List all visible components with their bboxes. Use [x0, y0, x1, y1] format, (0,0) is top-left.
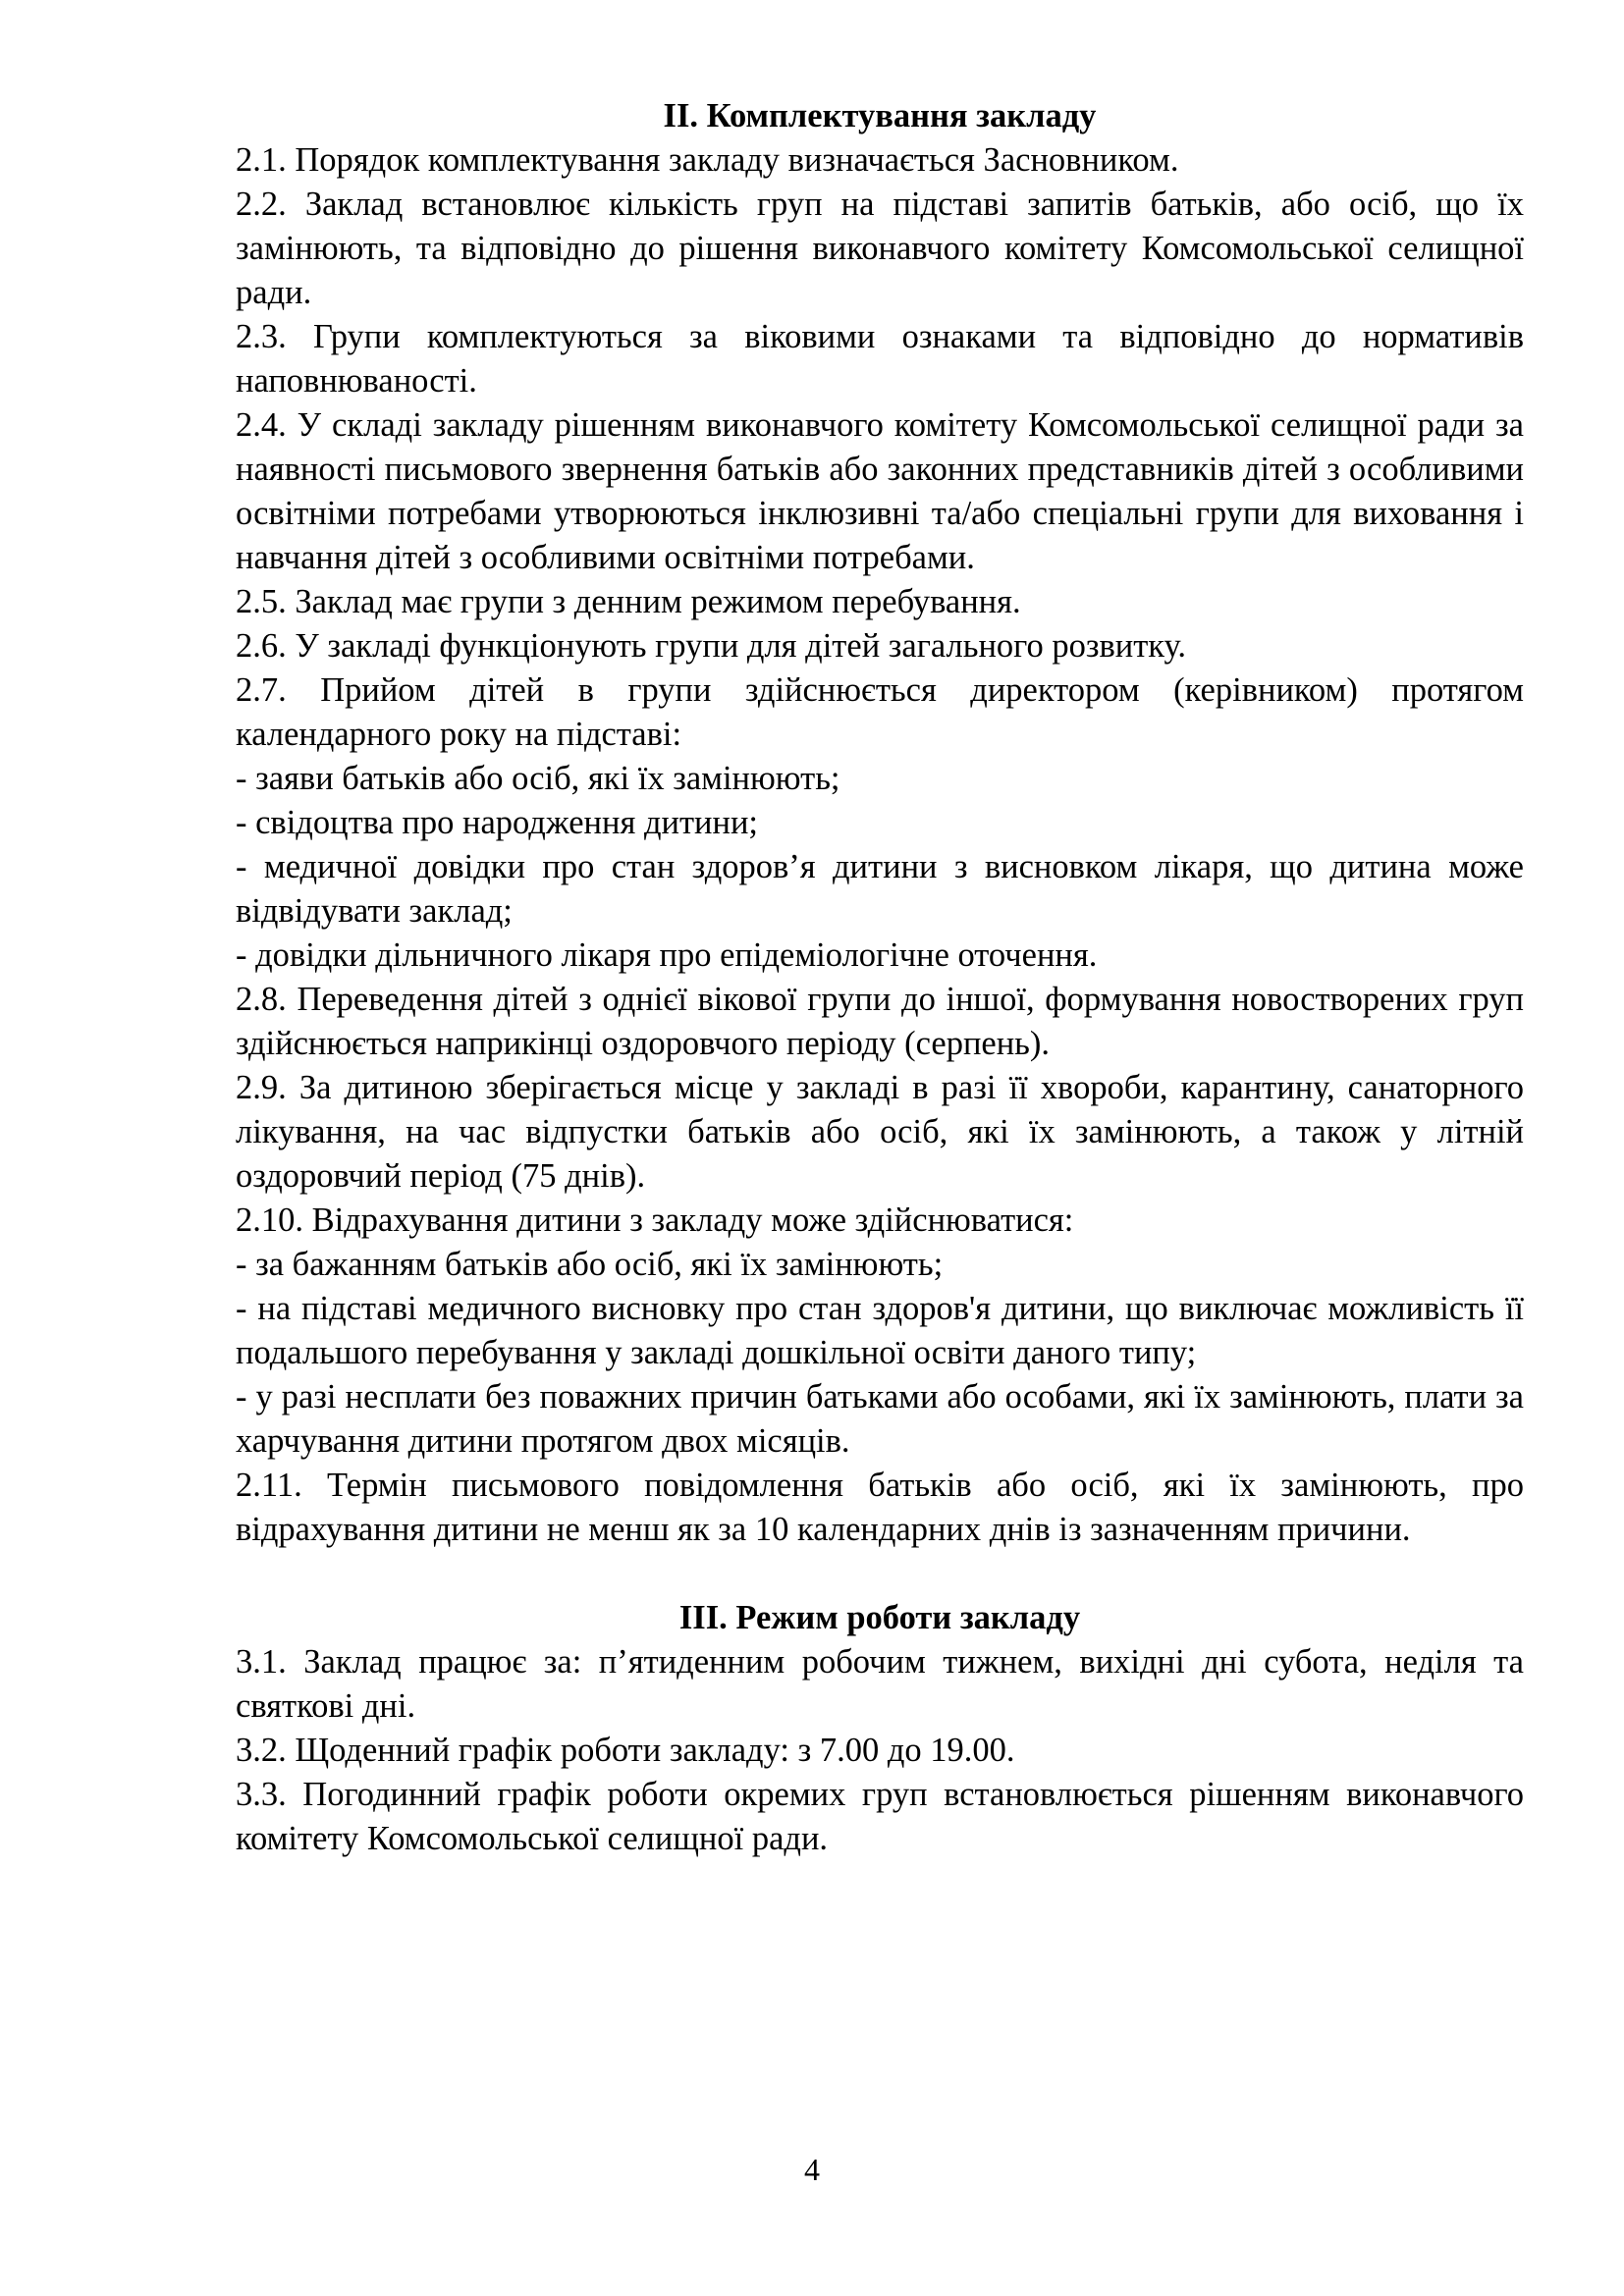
list-item-epidemiology-certificate: - довідки дільничного лікаря про епідеміологічне оточення.	[236, 936, 1098, 974]
page-content	[236, 94, 1524, 1861]
list-item-medical-conclusion: - на підставі медичного висновку про стан здоров'я дитини, що виключає можливість її подальшого перебування у закладі дошкільної освіти даного типу;	[236, 1290, 1524, 1371]
section-2	[236, 94, 1524, 1552]
paragraph-2-11: 2.11. Термін письмового повідомлення батьків або осіб, які їх замінюють, про відрахування дитини не менш як за 10 календарних днів із зазначенням причини.	[236, 1467, 1524, 1548]
page-number: 4	[804, 2152, 820, 2187]
list-item-nonpayment: - у разі несплати без поважних причин батьками або особами, які їх замінюють, плати за харчування дитини протягом двох місяців.	[236, 1378, 1524, 1460]
paragraph-2-8: 2.8. Переведення дітей з однієї вікової групи до іншої, формування новостворених груп здійснюється наприкінці оздоровчого періоду (серпень).	[236, 981, 1524, 1062]
paragraph-2-6: 2.6. У закладі функціонують групи для дітей загального розвитку.	[236, 627, 1186, 665]
section-2-heading: II. Комплектування закладу	[663, 97, 1097, 134]
list-item-medical-certificate: - медичної довідки про стан здоров’я дитини з висновком лікаря, що дитина може відвідувати заклад;	[236, 848, 1524, 930]
paragraph-2-9: 2.9. За дитиною зберігається місце у закладі в разі її хвороби, карантину, санаторного лікування, на час відпустки батьків або осіб, які їх замінюють, а також у літній оздоровчий період (75 днів).	[236, 1069, 1524, 1195]
paragraph-2-2: 2.2. Заклад встановлює кількість груп на підставі запитів батьків, або осіб, що їх замінюють, та відповідно до рішення виконавчого комітету Комсомольської селищної ради.	[236, 186, 1524, 311]
list-item-birth-certificate: - свідоцтва про народження дитини;	[236, 804, 759, 841]
paragraph-2-1: 2.1. Порядок комплектування закладу визначається Засновником.	[236, 141, 1179, 179]
paragraph-2-4: 2.4. У складі закладу рішенням виконавчого комітету Комсомольської селищної ради за наявності письмового звернення батьків або законних представників дітей з особливими освітніми потребами утворюються інклюзивні та/або спеціальні групи для виховання і навчання дітей з особливими освітніми потребами.	[236, 406, 1524, 576]
paragraph-2-3: 2.3. Групи комплектуються за віковими ознаками та відповідно до нормативів наповнюваності.	[236, 318, 1524, 400]
section-spacer	[236, 1552, 1524, 1596]
section-3	[236, 1596, 1524, 1861]
paragraph-2-10: 2.10. Відрахування дитини з закладу може здійснюватися:	[236, 1201, 1074, 1239]
paragraph-2-7: 2.7. Прийом дітей в групи здійснюється директором (керівником) протягом календарного року на підставі:	[236, 671, 1524, 753]
paragraph-3-1: 3.1. Заклад працює за: п’ятиденним робочим тижнем, вихідні дні субота, неділя та святкові дні.	[236, 1643, 1524, 1725]
paragraph-3-3: 3.3. Погодинний графік роботи окремих груп встановлюється рішенням виконавчого комітету Комсомольської селищної ради.	[236, 1776, 1524, 1857]
paragraph-3-2: 3.2. Щоденний графік роботи закладу: з 7.00 до 19.00.	[236, 1732, 1015, 1769]
section-3-heading: III. Режим роботи закладу	[678, 1599, 1081, 1636]
list-item-application: - заяви батьків або осіб, які їх замінюють;	[236, 760, 840, 797]
list-item-parents-wish: - за бажанням батьків або осіб, які їх замінюють;	[236, 1246, 944, 1283]
paragraph-2-5: 2.5. Заклад має групи з денним режимом перебування.	[236, 583, 1021, 620]
